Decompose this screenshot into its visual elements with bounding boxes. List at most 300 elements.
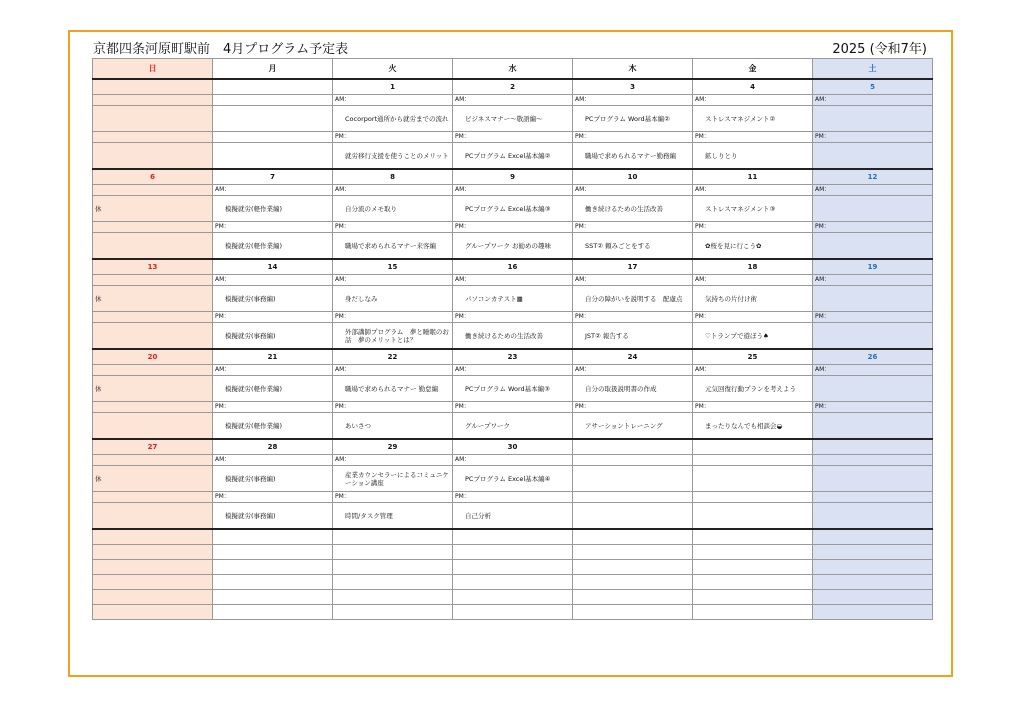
weekday-header-row — [93, 59, 933, 80]
activity-text: 気持ちの片付け術 — [705, 294, 757, 303]
empty-cell — [813, 529, 933, 545]
empty-cell — [333, 545, 453, 560]
pm-label-cell — [213, 132, 333, 143]
pm-activity-cell — [693, 413, 813, 440]
pm-activity-cell — [453, 233, 573, 260]
am-label-cell: AM： — [213, 185, 333, 196]
am-label-cell: AM： — [453, 275, 573, 286]
activity-text: 模擬就労(事務編) — [225, 474, 276, 483]
empty-cell — [93, 560, 213, 575]
pm-label-cell — [93, 132, 213, 143]
activity-text: 鉱しりとり — [705, 151, 738, 160]
sunday-closed-cell: 休 — [93, 376, 213, 402]
pm-activity-cell — [453, 413, 573, 440]
activity-text: あいさつ — [345, 421, 371, 430]
am-label-cell: AM： — [573, 275, 693, 286]
activity-text: 働き続けるための生活改善 — [585, 204, 663, 213]
empty-cell — [573, 545, 693, 560]
empty-cell — [573, 575, 693, 590]
date-cell: 4 — [693, 79, 813, 95]
activity-text: 自分の障がいを説明する 配慮点 — [585, 294, 683, 303]
weekday-header: 日 — [93, 59, 213, 80]
date-cell: 13 — [93, 259, 213, 275]
sunday-closed-cell: 休 — [93, 196, 213, 222]
activity-text: 模擬就労(事務編) — [225, 294, 276, 303]
pm-activity-cell — [573, 143, 693, 170]
pm-activity-cell — [693, 233, 813, 260]
empty-cell — [693, 605, 813, 620]
am-label-cell: AM： — [453, 95, 573, 106]
empty-cell — [213, 560, 333, 575]
date-row — [93, 349, 933, 365]
sunday-closed-cell — [93, 106, 213, 132]
empty-row — [93, 605, 933, 620]
pm-label-cell: PM： — [453, 402, 573, 413]
activity-text: ビジネスマナー～敬語編～ — [465, 114, 543, 123]
am-label-cell: AM： — [333, 95, 453, 106]
date-cell: 5 — [813, 79, 933, 95]
pm-activity-cell — [93, 413, 213, 440]
am-label-row — [93, 95, 933, 106]
am-activity-row — [93, 376, 933, 402]
pm-label-cell: PM： — [813, 312, 933, 323]
am-activity-cell — [573, 106, 693, 132]
date-cell: 15 — [333, 259, 453, 275]
pm-activity-row — [93, 413, 933, 440]
activity-text: 外部講師プログラム 夢と睡眠のお話 夢のメリットとは？ — [345, 327, 449, 344]
sunday-closed-cell: 休 — [93, 286, 213, 312]
empty-cell — [213, 529, 333, 545]
activity-text: 模擬就労(事務編) — [225, 511, 276, 520]
am-activity-cell — [693, 376, 813, 402]
pm-label-row — [93, 492, 933, 503]
am-activity-cell — [693, 106, 813, 132]
activity-text: 職場で求められるマナー勤務編 — [585, 151, 676, 160]
am-label-cell: AM： — [453, 365, 573, 376]
pm-activity-cell — [573, 233, 693, 260]
date-cell: 3 — [573, 79, 693, 95]
am-label-cell — [213, 95, 333, 106]
date-cell: 28 — [213, 439, 333, 455]
am-activity-cell — [333, 286, 453, 312]
am-label-cell: AM： — [693, 365, 813, 376]
pm-activity-cell — [453, 143, 573, 170]
am-activity-cell — [573, 376, 693, 402]
date-cell: 9 — [453, 169, 573, 185]
activity-text: PCプログラム Word基本編② — [585, 114, 670, 123]
date-row — [93, 439, 933, 455]
date-cell: 30 — [453, 439, 573, 455]
empty-cell — [813, 560, 933, 575]
empty-cell — [93, 575, 213, 590]
pm-activity-cell — [573, 413, 693, 440]
pm-activity-cell — [213, 233, 333, 260]
date-cell: 22 — [333, 349, 453, 365]
pm-label-cell: PM： — [333, 492, 453, 503]
empty-cell — [333, 529, 453, 545]
am-label-cell: AM： — [813, 275, 933, 286]
activity-text: グループワーク — [465, 421, 510, 430]
empty-cell — [813, 545, 933, 560]
am-label-cell — [573, 455, 693, 466]
am-activity-cell — [813, 106, 933, 132]
activity-text: ストレスマネジメント③ — [705, 204, 776, 213]
empty-cell — [813, 605, 933, 620]
am-activity-cell — [333, 106, 453, 132]
pm-activity-cell — [813, 233, 933, 260]
am-activity-cell — [693, 286, 813, 312]
pm-label-row — [93, 132, 933, 143]
am-activity-cell — [453, 286, 573, 312]
pm-activity-cell — [93, 143, 213, 170]
am-activity-cell — [813, 196, 933, 222]
date-cell: 24 — [573, 349, 693, 365]
weekday-header: 月 — [213, 59, 333, 80]
activity-text: ストレスマネジメント② — [705, 114, 776, 123]
empty-cell — [813, 590, 933, 605]
date-cell — [693, 439, 813, 455]
empty-row — [93, 590, 933, 605]
am-label-cell — [93, 95, 213, 106]
date-cell: 14 — [213, 259, 333, 275]
pm-activity-cell — [213, 143, 333, 170]
pm-activity-cell — [573, 323, 693, 350]
am-activity-cell — [453, 106, 573, 132]
am-label-cell: AM： — [573, 365, 693, 376]
am-label-cell: AM： — [333, 455, 453, 466]
am-label-cell: AM： — [573, 95, 693, 106]
pm-label-cell: PM： — [813, 132, 933, 143]
pm-label-cell: PM： — [813, 402, 933, 413]
empty-row — [93, 575, 933, 590]
activity-text: 就労移行支援を使うことのメリット — [345, 151, 449, 160]
am-label-row — [93, 455, 933, 466]
activity-text: SST② 頼みごとをする — [585, 241, 651, 250]
am-label-cell: AM： — [693, 95, 813, 106]
activity-text: 模擬就労(軽作業編) — [225, 204, 283, 213]
pm-activity-cell — [813, 143, 933, 170]
date-cell: 6 — [93, 169, 213, 185]
activity-text: PCプログラム Word基本編③ — [465, 384, 550, 393]
pm-activity-cell — [333, 233, 453, 260]
pm-activity-cell — [813, 503, 933, 530]
am-label-cell — [93, 275, 213, 286]
year-label: 2025 (令和7年) — [832, 42, 927, 57]
pm-label-row — [93, 402, 933, 413]
pm-label-cell — [693, 492, 813, 503]
pm-label-cell: PM： — [213, 222, 333, 233]
pm-activity-cell — [813, 413, 933, 440]
pm-label-cell: PM： — [573, 312, 693, 323]
am-activity-cell — [213, 286, 333, 312]
activity-text: Cocorport通所から就労までの流れ — [345, 114, 449, 123]
am-activity-row — [93, 466, 933, 492]
empty-cell — [453, 590, 573, 605]
am-activity-row — [93, 196, 933, 222]
am-label-cell: AM： — [813, 185, 933, 196]
am-activity-cell — [573, 196, 693, 222]
date-cell: 29 — [333, 439, 453, 455]
activity-text: 模擬就労(軽作業編) — [225, 421, 283, 430]
activity-text: アサーショントレーニング — [585, 421, 663, 430]
empty-cell — [693, 545, 813, 560]
empty-row — [93, 529, 933, 545]
am-activity-cell — [813, 286, 933, 312]
pm-label-cell: PM： — [693, 312, 813, 323]
sunday-closed-cell: 休 — [93, 466, 213, 492]
date-cell — [813, 439, 933, 455]
am-activity-cell — [453, 376, 573, 402]
pm-label-cell: PM： — [813, 222, 933, 233]
activity-text: 自己分析 — [465, 511, 491, 520]
date-cell: 16 — [453, 259, 573, 275]
pm-label-cell: PM： — [573, 402, 693, 413]
weekday-header: 水 — [453, 59, 573, 80]
pm-label-cell: PM： — [333, 132, 453, 143]
am-label-cell: AM： — [213, 275, 333, 286]
am-label-cell: AM： — [693, 185, 813, 196]
pm-label-cell — [573, 492, 693, 503]
pm-label-cell — [93, 402, 213, 413]
am-label-cell: AM： — [453, 455, 573, 466]
pm-activity-cell — [213, 323, 333, 350]
pm-label-cell — [93, 312, 213, 323]
date-row — [93, 169, 933, 185]
activity-text: 模擬就労(軽作業編) — [225, 241, 283, 250]
pm-label-cell: PM： — [453, 492, 573, 503]
activity-text: PCプログラム Excel基本編③ — [465, 204, 551, 213]
date-row — [93, 79, 933, 95]
empty-cell — [693, 575, 813, 590]
activity-text: JST② 報告する — [585, 331, 629, 340]
date-cell: 1 — [333, 79, 453, 95]
am-label-cell: AM： — [333, 275, 453, 286]
empty-cell — [93, 605, 213, 620]
am-activity-cell — [573, 466, 693, 492]
activity-text: 自分の取扱説明書の作成 — [585, 384, 657, 393]
am-label-cell: AM： — [213, 455, 333, 466]
am-activity-cell — [213, 106, 333, 132]
activity-text: 時間/タスク管理 — [345, 511, 393, 520]
am-label-cell: AM： — [453, 185, 573, 196]
pm-activity-cell — [693, 503, 813, 530]
weekday-header: 木 — [573, 59, 693, 80]
empty-cell — [333, 590, 453, 605]
empty-cell — [93, 590, 213, 605]
activity-text: 働き続けるための生活改善 — [465, 331, 543, 340]
empty-cell — [333, 605, 453, 620]
pm-activity-cell — [693, 143, 813, 170]
am-label-cell: AM： — [573, 185, 693, 196]
pm-activity-cell — [453, 503, 573, 530]
pm-label-row — [93, 222, 933, 233]
date-row — [93, 259, 933, 275]
am-label-cell: AM： — [813, 365, 933, 376]
date-cell: 18 — [693, 259, 813, 275]
activity-text: 模擬就労(軽作業編) — [225, 384, 283, 393]
empty-row — [93, 560, 933, 575]
am-label-cell — [93, 455, 213, 466]
date-cell: 20 — [93, 349, 213, 365]
pm-activity-row — [93, 323, 933, 350]
am-activity-cell — [333, 376, 453, 402]
pm-label-cell: PM： — [693, 132, 813, 143]
pm-activity-cell — [213, 503, 333, 530]
am-label-cell: AM： — [213, 365, 333, 376]
date-cell: 23 — [453, 349, 573, 365]
am-label-row — [93, 275, 933, 286]
am-activity-cell — [213, 376, 333, 402]
empty-row — [93, 545, 933, 560]
pm-label-cell: PM： — [693, 402, 813, 413]
pm-activity-cell — [93, 503, 213, 530]
pm-activity-cell — [93, 233, 213, 260]
pm-label-cell: PM： — [453, 132, 573, 143]
pm-label-cell — [813, 492, 933, 503]
program-calendar — [92, 58, 933, 620]
activity-text: 自分流のメモ取り — [345, 204, 397, 213]
activity-text: ✿桜を見に行こう✿ — [705, 241, 762, 250]
am-label-row — [93, 365, 933, 376]
pm-activity-cell — [333, 323, 453, 350]
am-label-cell — [813, 455, 933, 466]
am-activity-cell — [813, 466, 933, 492]
am-label-cell: AM： — [333, 185, 453, 196]
empty-cell — [573, 605, 693, 620]
am-label-cell — [93, 185, 213, 196]
activity-text: 職場で求められるマナー 勤怠編 — [345, 384, 439, 393]
activity-text: PCプログラム Excel基本編④ — [465, 474, 551, 483]
am-label-cell: AM： — [693, 275, 813, 286]
pm-label-cell: PM： — [573, 222, 693, 233]
date-cell: 19 — [813, 259, 933, 275]
weekday-header: 火 — [333, 59, 453, 80]
am-activity-cell — [453, 196, 573, 222]
empty-cell — [213, 545, 333, 560]
date-cell: 21 — [213, 349, 333, 365]
pm-label-cell: PM： — [213, 312, 333, 323]
pm-activity-cell — [813, 323, 933, 350]
date-cell — [213, 79, 333, 95]
weekday-header: 金 — [693, 59, 813, 80]
pm-label-cell: PM： — [333, 402, 453, 413]
am-activity-cell — [573, 286, 693, 312]
empty-cell — [693, 560, 813, 575]
empty-cell — [693, 590, 813, 605]
activity-text: 模擬就労(事務編) — [225, 331, 276, 340]
am-label-cell: AM： — [813, 95, 933, 106]
pm-activity-cell — [213, 413, 333, 440]
date-cell: 17 — [573, 259, 693, 275]
date-cell: 10 — [573, 169, 693, 185]
pm-activity-cell — [693, 323, 813, 350]
am-activity-row — [93, 286, 933, 312]
pm-activity-cell — [93, 323, 213, 350]
am-activity-row — [93, 106, 933, 132]
empty-cell — [453, 529, 573, 545]
date-cell — [573, 439, 693, 455]
date-cell: 11 — [693, 169, 813, 185]
pm-activity-cell — [453, 323, 573, 350]
pm-activity-cell — [333, 503, 453, 530]
pm-activity-row — [93, 233, 933, 260]
pm-activity-row — [93, 143, 933, 170]
pm-label-cell: PM： — [333, 222, 453, 233]
pm-label-cell — [93, 492, 213, 503]
empty-cell — [573, 590, 693, 605]
empty-cell — [573, 560, 693, 575]
am-label-cell: AM： — [333, 365, 453, 376]
activity-text: ♡トランプで遊ぼう♠ — [705, 331, 769, 340]
date-cell: 27 — [93, 439, 213, 455]
pm-label-row — [93, 312, 933, 323]
pm-activity-cell — [333, 143, 453, 170]
empty-cell — [453, 545, 573, 560]
activity-text: グループワーク お勧めの趣味 — [465, 241, 552, 250]
empty-cell — [333, 560, 453, 575]
am-activity-cell — [693, 196, 813, 222]
pm-label-cell — [93, 222, 213, 233]
page-title: 京都四条河原町駅前 4月プログラム予定表 — [93, 42, 349, 57]
empty-cell — [213, 590, 333, 605]
empty-cell — [573, 529, 693, 545]
activity-text: パソコンカテスト▦ — [465, 294, 523, 303]
date-cell: 7 — [213, 169, 333, 185]
pm-label-cell: PM： — [573, 132, 693, 143]
am-activity-cell — [213, 466, 333, 492]
am-activity-cell — [813, 376, 933, 402]
pm-label-cell: PM： — [453, 312, 573, 323]
activity-text: PCプログラム Excel基本編② — [465, 151, 551, 160]
am-activity-cell — [693, 466, 813, 492]
empty-cell — [93, 529, 213, 545]
date-cell: 12 — [813, 169, 933, 185]
empty-cell — [213, 575, 333, 590]
pm-label-cell: PM： — [213, 492, 333, 503]
activity-text: 身だしなみ — [345, 294, 378, 303]
weekday-header: 土 — [813, 59, 933, 80]
pm-label-cell: PM： — [333, 312, 453, 323]
empty-cell — [453, 560, 573, 575]
am-activity-cell — [333, 466, 453, 492]
empty-cell — [693, 529, 813, 545]
activity-text: まったりなんでも相談会◒ — [705, 421, 783, 430]
date-cell: 8 — [333, 169, 453, 185]
pm-activity-cell — [333, 413, 453, 440]
empty-cell — [213, 605, 333, 620]
activity-text: 職場で求められるマナー来客編 — [345, 241, 436, 250]
am-activity-cell — [213, 196, 333, 222]
pm-label-cell: PM： — [693, 222, 813, 233]
am-activity-cell — [453, 466, 573, 492]
pm-activity-cell — [573, 503, 693, 530]
empty-cell — [813, 575, 933, 590]
am-label-row — [93, 185, 933, 196]
pm-activity-row — [93, 503, 933, 530]
empty-cell — [93, 545, 213, 560]
empty-cell — [453, 575, 573, 590]
am-label-cell — [693, 455, 813, 466]
pm-label-cell: PM： — [453, 222, 573, 233]
activity-text: 元気回復行動プランを考えよう — [705, 384, 796, 393]
empty-cell — [453, 605, 573, 620]
am-activity-cell — [333, 196, 453, 222]
date-cell — [93, 79, 213, 95]
date-cell: 26 — [813, 349, 933, 365]
activity-text: 産業カウンセラーによるコミュニケーション講座 — [345, 470, 449, 487]
pm-label-cell: PM： — [213, 402, 333, 413]
date-cell: 2 — [453, 79, 573, 95]
